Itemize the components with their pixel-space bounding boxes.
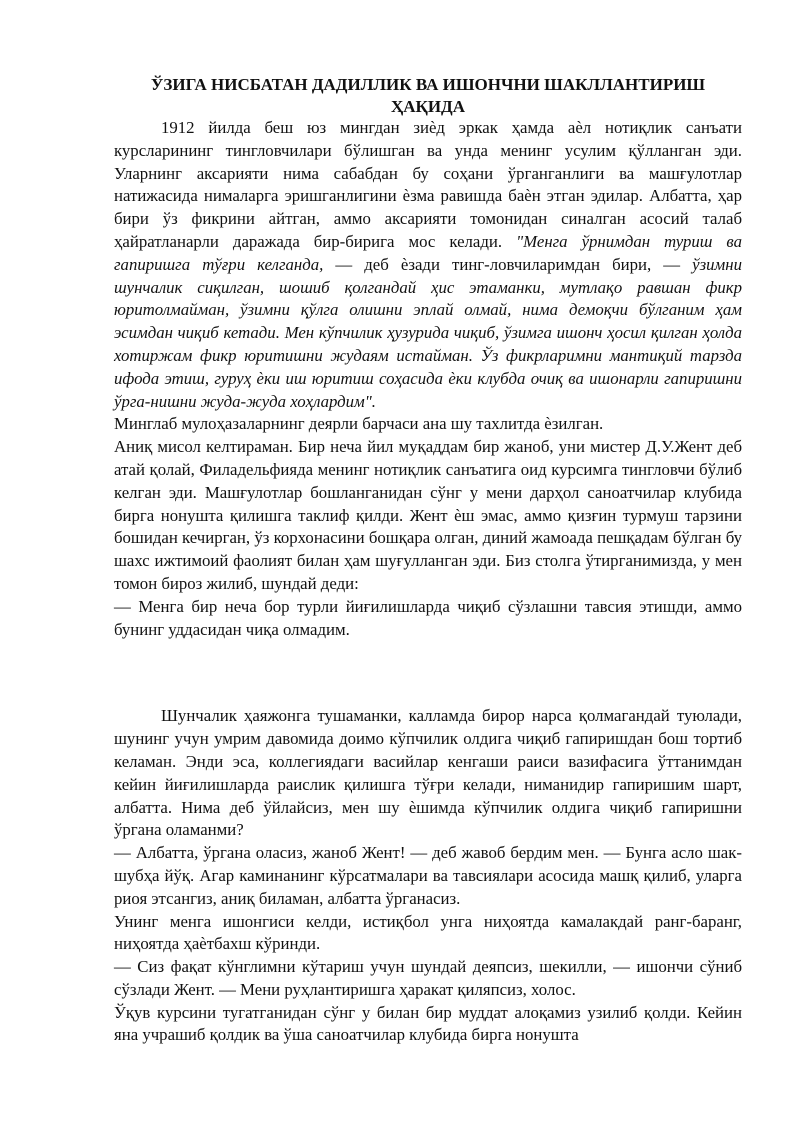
paragraph-8: — Сиз фақат кўнглимни кўтариш учун шундай деяпсиз, шекилли, — ишончи сўниб сўзлади Жент. — Мени руҳлантиришга ҳаракат қиляпсиз, холос. xyxy=(114,957,742,999)
paragraph-5: Шунчалик ҳаяжонга тушаманки, калламда бирор нарса қолмагандай туюлади, шунинг учун умрим давомида доимо кўпчилик олдига чиқиб гапиришдан бош тортиб келаман. Энди эса, коллегиядаги васийлар кенгаши раиси вазифасига ўттанимдан кейин йиғилишларда раислик қилишга тўғри келади, ниманидир гапиришим шарт, албатта. Нима деб ўйлайсиз, мен шу ѐшимда кўпчилик олдига чиқиб гапиришни ўргана оламанми? xyxy=(114,706,742,840)
paragraph-2: Минглаб мулоҳазаларнинг деярли барчаси ана шу тахлитда ѐзилган. xyxy=(114,414,604,434)
quote-attribution: — деб ѐзади тинг-ловчиларимдан бири, — xyxy=(335,254,681,274)
title-line-2: ҲАҚИДА xyxy=(390,96,466,116)
document-page xyxy=(114,74,742,1047)
quote-part-b: ўзимни шунчалик сиқилган, шошиб қолгандай ҳис этаманки, мутлақо равшан фикр юритолмайман, ўзимни қўлга олишни эплай олмай, нима демоқчи бўлганим ҳам эсимдан чиқиб кетади. Мен кўпчилик ҳузурида чиқиб, ўзимга ишонч ҳосил қилган ҳолда хотиржам фикр юритишни жудаям истайман. Ўз фикрларимни мантиқий тарзда ифода этиш, гуруҳ ѐки иш юритиш соҳасида ѐки клубда очиқ ва ишонарли гапиришни ўрга-нишни жуда-жуда хоҳлардим". xyxy=(114,254,742,411)
paragraph-9: Ўқув курсини тугатганидан сўнг у билан бир муддат алоқамиз узилиб қолди. Кейин яна учрашиб қолдик ва ўша саноатчилар клубида бирга нонушта xyxy=(114,1002,742,1045)
intro-text: 1912 йилда беш юз мингдан зиѐд эркак ҳамда аѐл нотиқлик санъати курсларининг тингловчилари бўлишган ва унда менинг усулим қўлланган эди. Уларнинг аксарияти нима сабабдан бу соҳани ўрганганлиги ва машғулотлар натижасида нималарга эришганлигини ѐзма равишда баѐн этган эдилар. Албатта, ҳар бири ўз фикрини айтган, аммо аксарияти томонидан синалган асосий талаб ҳайратланарли даражада бир-бирига мос келади. xyxy=(114,118,742,251)
quote-part-a: "Менга ўрнимдан туриш ва гапиришга тўғри келганда, xyxy=(114,231,742,274)
document-title xyxy=(114,74,742,117)
paragraph-intro xyxy=(114,117,742,413)
paragraph-7: Унинг менга ишонгиси келди, истиқбол унга ниҳоятда камалакдай ранг-баранг, ниҳоятда ҳаѐтбахш кўринди. xyxy=(114,911,742,954)
title-line-1: ЎЗИГА НИСБАТАН ДАДИЛЛИК ВА ИШОНЧНИ ШАКЛЛАНТИРИШ xyxy=(150,75,706,94)
paragraph-6: — Албатта, ўргана оласиз, жаноб Жент! — деб жавоб бердим мен. — Бунга асло шак-шубҳа йўқ. Агар каминанинг кўрсатмалари ва тавсиялари асосида машқ қилиб, уларга риоя этсангиз, аниқ биламан, албатта ўрганасиз. xyxy=(114,843,742,908)
paragraph-4: — Менга бир неча бор турли йиғилишларда чиқиб сўзлашни тавсия этишди, аммо бунинг уддасидан чиқа олмадим. xyxy=(114,596,742,639)
paragraph-3: Аниқ мисол келтираман. Бир неча йил муқаддам бир жаноб, уни мистер Д.У.Жент деб атай қолай, Филадельфияда менинг нотиқлик санъатига оид курсимга тингловчи бўлиб келган эди. Машғулотлар бошланганидан сўнг у мени дарҳол саноатчилар клубида бирга нонушта қилишга таклиф қилди. Жент ѐш эмас, аммо қизғин турмуш тарзини бошидан кечирган, ўз корхонасини бошқара олган, диний жамоада пешқадам бўлган бу шахс ижтимоий фаолият билан ҳам шуғулланган эди. Биз столга ўтирганимизда, у мен томон бироз жилиб, шундай деди: xyxy=(114,437,742,593)
page-break-gap xyxy=(114,641,742,705)
